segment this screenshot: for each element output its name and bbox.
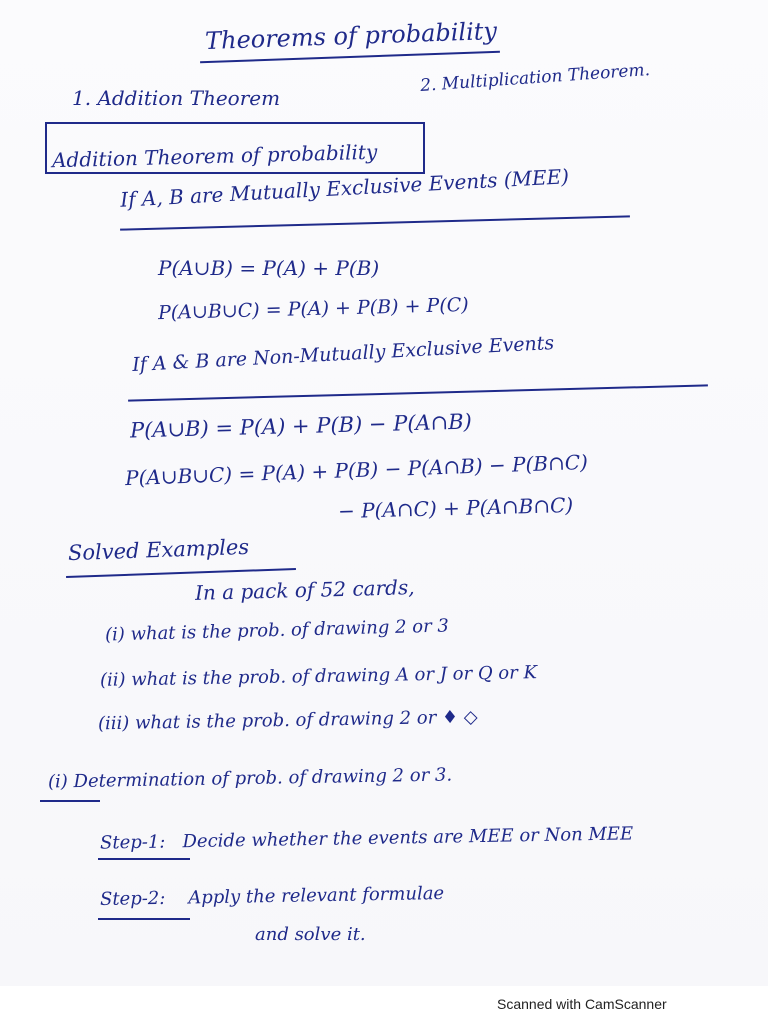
question-2: (ii) what is the prob. of drawing A or J or Q or K [99, 662, 538, 691]
step-2-text: Apply the relevant formulae [188, 882, 445, 909]
mee-underline [120, 215, 630, 230]
scanner-watermark: Scanned with CamScanner [497, 996, 667, 1012]
nmee-underline [128, 384, 708, 401]
solved-examples-underline [66, 568, 296, 578]
nmee-formula-three-events-cont: − P(A∩C) + P(A∩B∩C) [337, 492, 574, 524]
step-1-text: Decide whether the events are MEE or Non MEE [182, 823, 634, 853]
step-2-text-cont: and solve it. [255, 924, 366, 945]
determination-line: (i) Determination of prob. of drawing 2 or 3. [47, 764, 453, 793]
mee-formula-three-events: P(A∪B∪C) = P(A) + P(B) + P(C) [157, 293, 469, 325]
mee-condition: If A, B are Mutually Exclusive Events (MEE) [119, 164, 570, 212]
step-1 [100, 825, 633, 852]
item-addition-theorem: 1. Addition Theorem [72, 86, 281, 110]
nmee-formula-two-events: P(A∪B) = P(A) + P(B) − P(A∩B) [129, 409, 473, 443]
pack-intro: In a pack of 52 cards, [194, 575, 415, 605]
step-1-underline [98, 858, 190, 860]
mee-formula-two-events: P(A∪B) = P(A) + P(B) [158, 256, 380, 280]
determination-underline [40, 800, 100, 802]
nmee-formula-three-events: P(A∪B∪C) = P(A) + P(B) − P(A∩B) − P(B∩C) [124, 449, 589, 491]
step-2-underline [98, 918, 190, 920]
step-2-label: Step-2: [99, 887, 166, 911]
nmee-condition: If A & B are Non-Mutually Exclusive Events [131, 331, 555, 377]
solved-examples-heading: Solved Examples [67, 534, 250, 566]
page-title: Theorems of probability [204, 16, 498, 56]
step-2 [99, 882, 445, 911]
question-3: (iii) what is the prob. of drawing 2 or ♦ ◇ [97, 706, 478, 735]
question-1: (i) what is the prob. of drawing 2 or 3 [104, 615, 450, 646]
step-1-label: Step-1: [99, 831, 166, 854]
item-multiplication-theorem: 2. Multiplication Theorem. [419, 59, 651, 97]
section-heading: Addition Theorem of probability [51, 139, 378, 173]
